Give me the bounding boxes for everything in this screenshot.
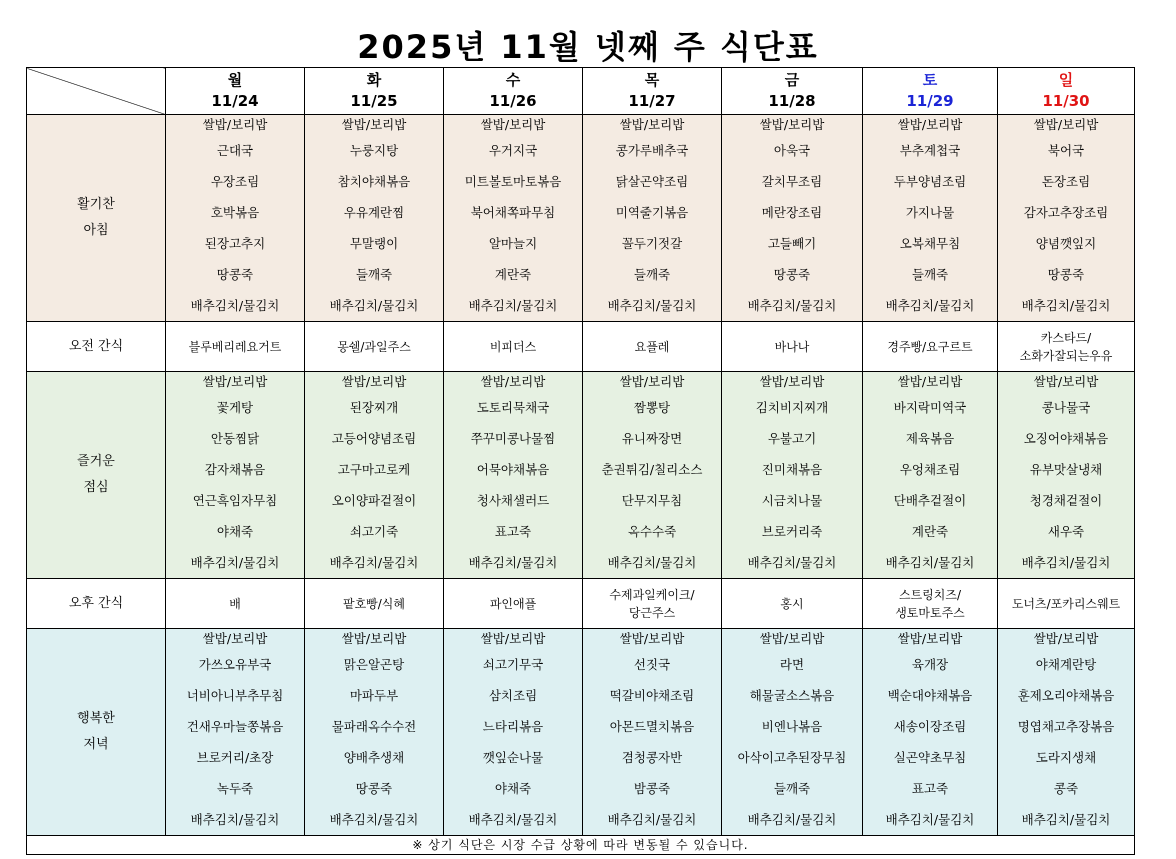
menu-item: 들깨죽 [633, 267, 671, 282]
menu-item: 쌀밥/보리밥 [1033, 117, 1099, 132]
menu-item: 콩가루배추국 [615, 143, 689, 158]
menu-item: 오복채무침 [899, 236, 961, 251]
menu-item: 단배추겉절이 [893, 493, 967, 508]
menu-item: 쌀밥/보리밥 [480, 117, 546, 132]
snack-item: 비피더스 [489, 339, 537, 354]
meal-label-line: 행복한 [77, 711, 115, 726]
menu-item: 쇠고기무국 [482, 657, 544, 672]
day-header-sun [998, 68, 1135, 115]
menu-item: 메란장조림 [761, 205, 823, 220]
menu-item: 땅콩죽 [216, 267, 254, 282]
breakfast-menu-sat [863, 115, 998, 322]
menu-item: 계란죽 [494, 267, 532, 282]
day-date: 11/26 [489, 92, 537, 110]
lunch-row [27, 372, 1135, 579]
menu-item: 배추김치/물김치 [329, 298, 419, 313]
lunch-menu-wed [444, 372, 583, 579]
menu-item: 계란죽 [911, 524, 949, 539]
menu-item: 쌀밥/보리밥 [202, 631, 268, 646]
menu-item: 배추김치/물김치 [468, 298, 558, 313]
menu-item: 마파두부 [349, 688, 399, 703]
menu-item: 우엉채조림 [899, 462, 961, 477]
menu-item: 쌀밥/보리밥 [1033, 374, 1099, 389]
day-date: 11/29 [906, 92, 954, 110]
menu-item: 부추계첩국 [899, 143, 961, 158]
dinner-menu-thu [583, 629, 722, 836]
afternoon-snack-sun [998, 579, 1135, 629]
lunch-menu-sat [863, 372, 998, 579]
snack-item: 소화가잘되는우유 [1019, 348, 1113, 363]
day-header-row [27, 68, 1135, 115]
menu-item: 느타리볶음 [482, 719, 544, 734]
lunch-menu-thu [583, 372, 722, 579]
menu-item: 쌀밥/보리밥 [619, 374, 685, 389]
menu-item: 알마늘지 [488, 236, 538, 251]
menu-item: 오징어야채볶음 [1023, 431, 1109, 446]
menu-item: 쌀밥/보리밥 [202, 374, 268, 389]
menu-item: 도토리묵채국 [476, 400, 550, 415]
menu-item: 쌀밥/보리밥 [1033, 631, 1099, 646]
morning-snack-fri [722, 322, 863, 372]
menu-item: 명엽채고추장볶음 [1017, 719, 1115, 734]
menu-item: 쌀밥/보리밥 [619, 117, 685, 132]
menu-item: 물파래옥수수전 [331, 719, 417, 734]
snack-item: 당근주스 [628, 605, 676, 620]
afternoon-snack-wed [444, 579, 583, 629]
morning-snack-mon [166, 322, 305, 372]
menu-item: 닭살곤약조림 [615, 174, 689, 189]
snack-item: 몽쉘/과일주스 [337, 339, 411, 354]
menu-item: 실곤약초무침 [893, 750, 967, 765]
menu-item: 근대국 [216, 143, 254, 158]
day-header-mon [166, 68, 305, 115]
menu-item: 배추김치/물김치 [190, 812, 280, 827]
menu-item: 쌀밥/보리밥 [480, 374, 546, 389]
morning-snack-thu [583, 322, 722, 372]
menu-item: 김치비지찌개 [755, 400, 829, 415]
day-header-fri [722, 68, 863, 115]
morning-snack-tue [305, 322, 444, 372]
afternoon-snack-fri [722, 579, 863, 629]
menu-item: 야채죽 [216, 524, 254, 539]
menu-item: 쇠고기죽 [349, 524, 399, 539]
corner-cell [27, 68, 166, 115]
lunch-menu-tue [305, 372, 444, 579]
menu-item: 양배추생채 [343, 750, 405, 765]
menu-item: 선짓국 [633, 657, 671, 672]
menu-item: 배추김치/물김치 [1021, 298, 1111, 313]
dinner-menu-tue [305, 629, 444, 836]
menu-item: 야채죽 [494, 781, 532, 796]
menu-item: 감자고추장조림 [1023, 205, 1109, 220]
menu-item: 된장고추지 [204, 236, 266, 251]
afternoon-snack-tue [305, 579, 444, 629]
meal-label-line: 아침 [83, 223, 109, 238]
day-header-wed [444, 68, 583, 115]
menu-item: 삼치조림 [488, 688, 538, 703]
menu-item: 유부맛살냉채 [1029, 462, 1103, 477]
breakfast-menu-wed [444, 115, 583, 322]
menu-item: 쌀밥/보리밥 [897, 631, 963, 646]
day-name: 수 [505, 71, 521, 89]
day-name: 토 [922, 71, 938, 89]
day-date: 11/27 [628, 92, 676, 110]
menu-item: 들깨죽 [911, 267, 949, 282]
breakfast-menu-tue [305, 115, 444, 322]
menu-item: 북어국 [1047, 143, 1085, 158]
snack-item: 스트링치즈/ [898, 587, 961, 602]
menu-item: 쌀밥/보리밥 [202, 117, 268, 132]
menu-item: 건새우마늘쫑볶음 [186, 719, 284, 734]
menu-item: 미트볼토마토볶음 [464, 174, 562, 189]
menu-item: 우거지국 [488, 143, 538, 158]
menu-item: 고등어양념조림 [331, 431, 417, 446]
menu-item: 유니짜장면 [621, 431, 683, 446]
footer-row [27, 836, 1135, 855]
menu-item: 단무지무침 [621, 493, 683, 508]
menu-item: 배추김치/물김치 [607, 298, 697, 313]
menu-item: 쌀밥/보리밥 [341, 374, 407, 389]
menu-item: 배추김치/물김치 [329, 812, 419, 827]
menu-item: 브로커리죽 [761, 524, 823, 539]
dinner-label [27, 629, 166, 836]
menu-item: 배추김치/물김치 [1021, 555, 1111, 570]
dinner-menu-sat [863, 629, 998, 836]
menu-item: 브로커리/초장 [196, 750, 274, 765]
menu-item: 두부양념조림 [893, 174, 967, 189]
breakfast-menu-thu [583, 115, 722, 322]
menu-item: 우유계란찜 [343, 205, 405, 220]
day-name: 금 [784, 71, 800, 89]
menu-item: 배추김치/물김치 [885, 812, 975, 827]
menu-item: 새우죽 [1047, 524, 1085, 539]
morning-snack-sun [998, 322, 1135, 372]
menu-item: 쌀밥/보리밥 [897, 117, 963, 132]
day-name: 목 [644, 71, 660, 89]
menu-item: 청경채겉절이 [1029, 493, 1103, 508]
menu-item: 녹두죽 [216, 781, 254, 796]
snack-item: 생토마토주스 [895, 605, 965, 620]
menu-item: 쭈꾸미콩나물찜 [470, 431, 556, 446]
menu-item: 참치야채볶음 [337, 174, 411, 189]
snack-item: 바나나 [774, 339, 810, 354]
menu-item: 콩나물국 [1041, 400, 1091, 415]
meal-label-line: 즐거운 [77, 454, 115, 469]
lunch-label [27, 372, 166, 579]
menu-item: 미역줄기볶음 [615, 205, 689, 220]
breakfast-menu-sun [998, 115, 1135, 322]
menu-item: 라면 [779, 657, 805, 672]
dinner-menu-mon [166, 629, 305, 836]
menu-item: 배추김치/물김치 [885, 555, 975, 570]
menu-item: 배추김치/물김치 [1021, 812, 1111, 827]
menu-item: 시금치나물 [761, 493, 823, 508]
menu-item: 땅콩죽 [1047, 267, 1085, 282]
menu-item: 호박볶음 [210, 205, 260, 220]
day-date: 11/24 [211, 92, 259, 110]
menu-item: 쌀밥/보리밥 [619, 631, 685, 646]
day-date: 11/28 [768, 92, 816, 110]
menu-item: 북어채쪽파무침 [470, 205, 556, 220]
menu-item: 땅콩죽 [773, 267, 811, 282]
snack-item: 팥호빵/식혜 [342, 596, 405, 611]
day-header-thu [583, 68, 722, 115]
breakfast-menu-fri [722, 115, 863, 322]
dinner-menu-sun [998, 629, 1135, 836]
morning-snack-row [27, 322, 1135, 372]
breakfast-label [27, 115, 166, 322]
footer-note: ※ 상기 식단은 시장 수급 상황에 따라 변동될 수 있습니다. [27, 836, 1135, 855]
menu-item: 쌀밥/보리밥 [759, 631, 825, 646]
menu-item: 가쓰오유부국 [198, 657, 272, 672]
meal-label-line: 점심 [83, 480, 109, 495]
menu-item: 무말랭이 [349, 236, 399, 251]
menu-item: 배추김치/물김치 [885, 298, 975, 313]
day-name: 일 [1058, 71, 1074, 89]
dinner-row [27, 629, 1135, 836]
menu-item: 훈제오리야채볶음 [1017, 688, 1115, 703]
lunch-menu-sun [998, 372, 1135, 579]
snack-item: 홍시 [780, 596, 804, 611]
menu-item: 갈치무조림 [761, 174, 823, 189]
menu-item: 쌀밥/보리밥 [759, 117, 825, 132]
breakfast-menu-mon [166, 115, 305, 322]
snack-item: 파인애플 [489, 596, 537, 611]
day-name: 화 [366, 71, 382, 89]
menu-item: 바지락미역국 [893, 400, 967, 415]
page-title: 2025년 11월 넷째 주 식단표 [357, 28, 819, 66]
menu-item: 제육볶음 [905, 431, 955, 446]
menu-item: 쌀밥/보리밥 [897, 374, 963, 389]
menu-item: 우불고기 [767, 431, 817, 446]
menu-item: 꽃게탕 [216, 400, 254, 415]
menu-item: 고들빼기 [767, 236, 817, 251]
menu-item: 가지나물 [905, 205, 955, 220]
snack-item: 배 [229, 596, 241, 611]
menu-item: 해물굴소스볶음 [749, 688, 835, 703]
menu-item: 새송이장조림 [893, 719, 967, 734]
afternoon-snack-mon [166, 579, 305, 629]
menu-item: 배추김치/물김치 [747, 298, 837, 313]
menu-item: 밤콩죽 [633, 781, 671, 796]
snack-item: 경주빵/요구르트 [887, 339, 973, 354]
menu-item: 비엔나볶음 [761, 719, 823, 734]
menu-item: 쌀밥/보리밥 [480, 631, 546, 646]
menu-item: 배추김치/물김치 [468, 555, 558, 570]
day-header-sat [863, 68, 998, 115]
menu-item: 쌀밥/보리밥 [759, 374, 825, 389]
dinner-menu-wed [444, 629, 583, 836]
menu-item: 떡갈비야채조림 [609, 688, 695, 703]
day-date: 11/30 [1042, 92, 1090, 110]
lunch-menu-fri [722, 372, 863, 579]
day-name: 월 [227, 71, 243, 89]
menu-item: 춘권튀김/칠리소스 [601, 462, 703, 477]
menu-item: 배추김치/물김치 [468, 812, 558, 827]
menu-item: 안동찜닭 [210, 431, 260, 446]
menu-item: 쌀밥/보리밥 [341, 117, 407, 132]
menu-item: 야채계란탕 [1035, 657, 1097, 672]
afternoon-snack-row [27, 579, 1135, 629]
menu-item: 짬뽕탕 [633, 400, 671, 415]
day-header-tue [305, 68, 444, 115]
menu-item: 배추김치/물김치 [190, 298, 280, 313]
menu-item: 꼴두기젓갈 [621, 236, 683, 251]
menu-item: 아몬드멸치볶음 [609, 719, 695, 734]
menu-item: 청사채샐러드 [476, 493, 550, 508]
menu-item: 맑은알곤탕 [343, 657, 405, 672]
dinner-menu-fri [722, 629, 863, 836]
menu-item: 들깨죽 [355, 267, 393, 282]
menu-item: 아욱국 [773, 143, 811, 158]
menu-item: 어묵야채볶음 [476, 462, 550, 477]
snack-item: 블루베리레요거트 [188, 339, 282, 354]
menu-item: 아삭이고추된장무침 [737, 750, 847, 765]
menu-item: 배추김치/물김치 [329, 555, 419, 570]
breakfast-row [27, 115, 1135, 322]
menu-table [26, 67, 1135, 855]
afternoon-snack-label: 오후 간식 [27, 579, 166, 629]
morning-snack-wed [444, 322, 583, 372]
menu-item: 표고죽 [911, 781, 949, 796]
snack-item: 도너츠/포카리스웨트 [1011, 596, 1121, 611]
menu-item: 누룽지탕 [349, 143, 399, 158]
menu-item: 쌀밥/보리밥 [341, 631, 407, 646]
menu-item: 진미채볶음 [761, 462, 823, 477]
menu-item: 표고죽 [494, 524, 532, 539]
day-date: 11/25 [350, 92, 398, 110]
snack-item: 카스타드/ [1040, 330, 1092, 345]
menu-item: 양념깻잎지 [1035, 236, 1097, 251]
menu-item: 배추김치/물김치 [607, 555, 697, 570]
menu-item: 오이양파겉절이 [331, 493, 417, 508]
lunch-menu-mon [166, 372, 305, 579]
meal-label-line: 저녁 [83, 737, 109, 752]
menu-item: 깻잎순나물 [482, 750, 544, 765]
menu-item: 도라지생채 [1035, 750, 1097, 765]
menu-item: 땅콩죽 [355, 781, 393, 796]
menu-item: 배추김치/물김치 [607, 812, 697, 827]
menu-item: 겸청콩자반 [621, 750, 683, 765]
menu-item: 연근흑임자무침 [192, 493, 278, 508]
afternoon-snack-sat [863, 579, 998, 629]
snack-item: 수제과일케이크/ [609, 587, 695, 602]
menu-item: 된장찌개 [349, 400, 399, 415]
menu-item: 들깨죽 [773, 781, 811, 796]
morning-snack-label: 오전 간식 [27, 322, 166, 372]
menu-item: 배추김치/물김치 [747, 812, 837, 827]
meal-label-line: 활기찬 [77, 197, 115, 212]
menu-item: 콩죽 [1053, 781, 1079, 796]
snack-item: 요플레 [634, 339, 670, 354]
menu-item: 육개장 [911, 657, 949, 672]
afternoon-snack-thu [583, 579, 722, 629]
menu-item: 너비아니부추무침 [186, 688, 284, 703]
menu-item: 옥수수죽 [627, 524, 677, 539]
menu-item: 고구마고로케 [337, 462, 411, 477]
menu-item: 백순대야채볶음 [887, 688, 973, 703]
menu-item: 배추김치/물김치 [747, 555, 837, 570]
menu-item: 돈장조림 [1041, 174, 1091, 189]
menu-item: 우장조림 [210, 174, 260, 189]
menu-item: 감자채볶음 [204, 462, 266, 477]
menu-item: 배추김치/물김치 [190, 555, 280, 570]
morning-snack-sat [863, 322, 998, 372]
